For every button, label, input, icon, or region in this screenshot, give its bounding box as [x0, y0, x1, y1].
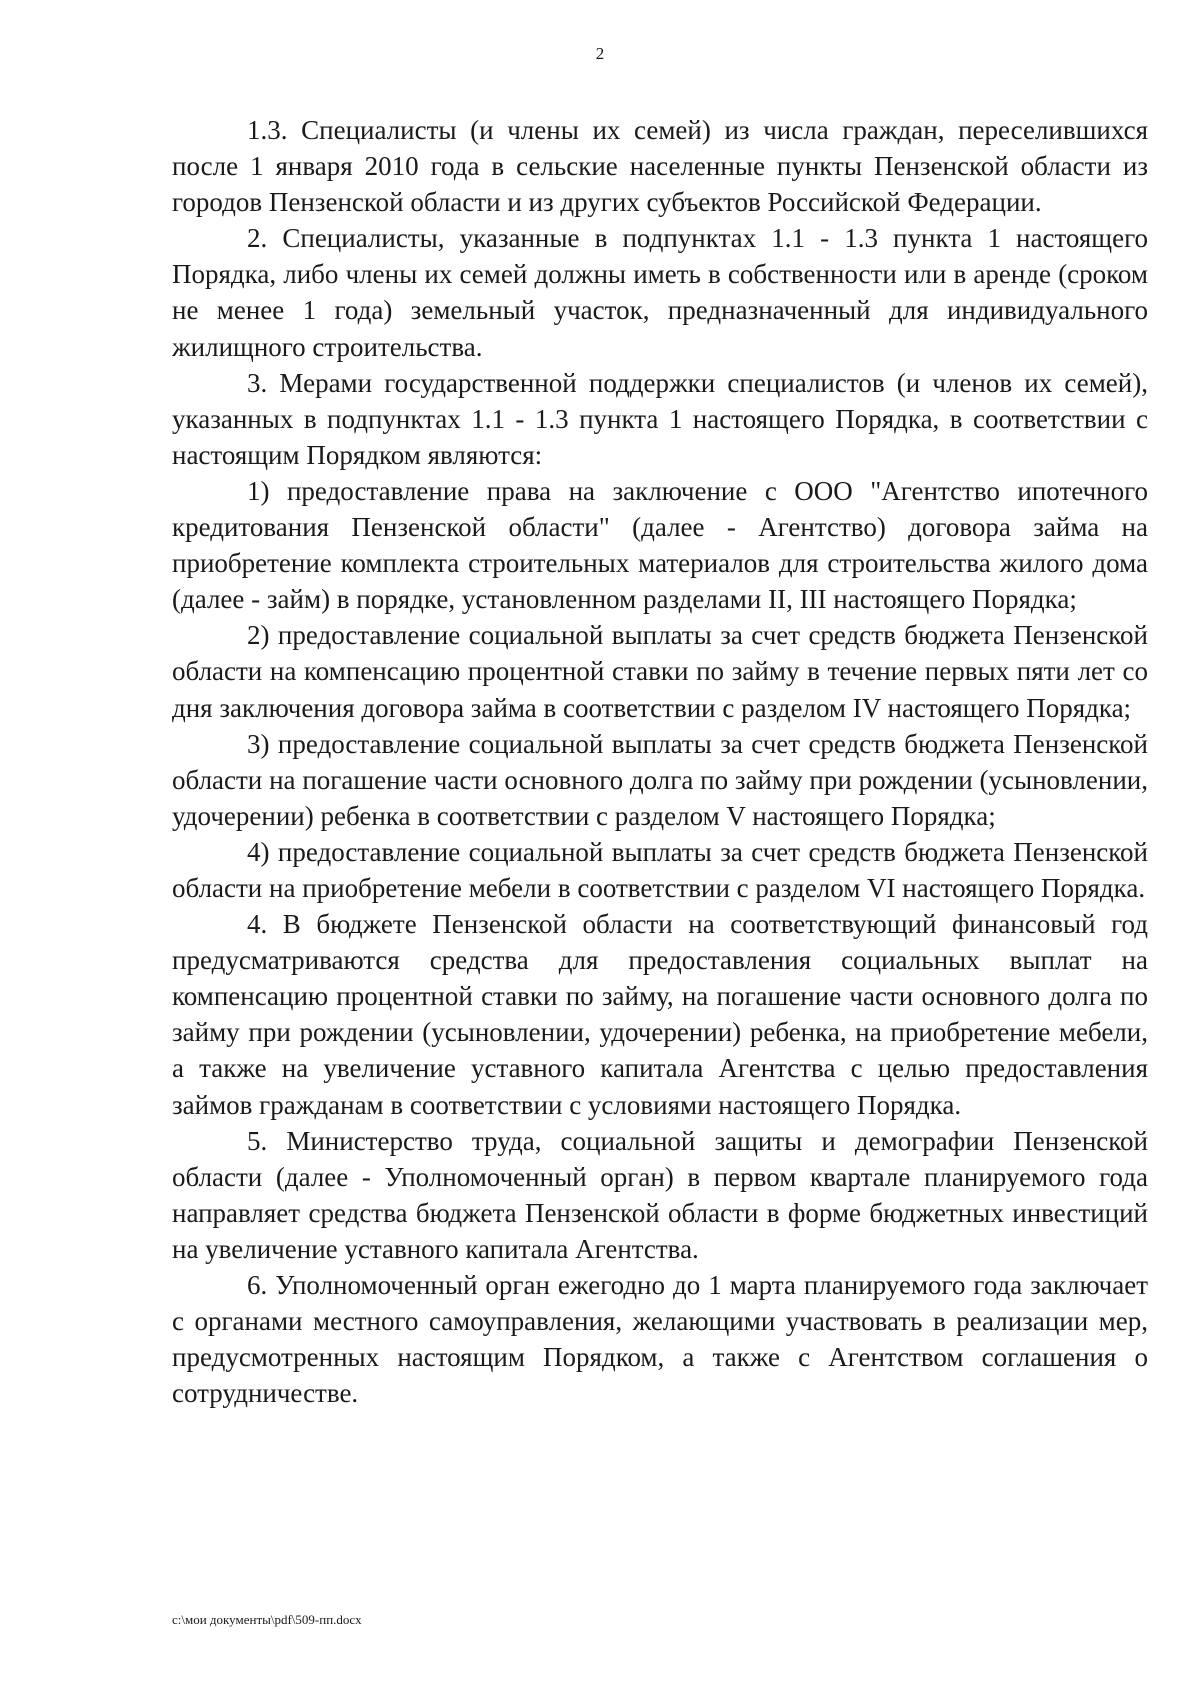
- paragraph-4: 4. В бюджете Пензенской области на соответствующий финансовый год предусматриваются средства для предоставления социальных выплат на компенсацию процентной ставки по займу, на погашение части основного долга по займу при рождении (усыновлении, удочерении) ребенка, на приобретение мебели, а также на увеличение уставного капитала Агентства с целью предоставления займов гражданам в соответствии с условиями настоящего Порядка.: [172, 909, 1148, 1120]
- paragraph-5: 5. Министерство труда, социальной защиты и демографии Пензенской области (далее - Уполномоченный орган) в первом квартале планируемого года направляет средства бюджета Пензенской области в форме бюджетных инвестиций на увеличение уставного капитала Агентства.: [172, 1125, 1148, 1264]
- paragraph-3-item-2: 2) предоставление социальной выплаты за счет средств бюджета Пензенской области на компенсацию процентной ставки по займу в течение первых пяти лет со дня заключения договора займа в соответствии с разделом IV настоящего Порядка;: [172, 620, 1148, 723]
- paragraph-1-3: 1.3. Специалисты (и члены их семей) из числа граждан, переселившихся после 1 января 2010 года в сельские населенные пункты Пензенской области из городов Пензенской области и из других субъектов Российской Федерации.: [172, 115, 1148, 218]
- paragraph-2: 2. Специалисты, указанные в подпунктах 1.1 - 1.3 пункта 1 настоящего Порядка, либо члены их семей должны иметь в собственности или в аренде (сроком не менее 1 года) земельный участок, предназначенный для индивидуального жилищного строительства.: [172, 223, 1148, 362]
- file-path-footer: c:\мои документы\pdf\509-пп.docx: [172, 1612, 362, 1627]
- page-number: 2: [595, 44, 605, 63]
- paragraph-3-item-3: 3) предоставление социальной выплаты за счет средств бюджета Пензенской области на погашение части основного долга по займу при рождении (усыновлении, удочерении) ребенка в соответствии с разделом V настоящего Порядка;: [172, 728, 1148, 831]
- paragraph-3: 3. Мерами государственной поддержки специалистов (и членов их семей), указанных в подпунктах 1.1 - 1.3 пункта 1 настоящего Порядка, в соответствии с настоящим Порядком являются:: [172, 367, 1148, 470]
- document-body: [172, 112, 1148, 1411]
- paragraph-6: 6. Уполномоченный орган ежегодно до 1 марта планируемого года заключает с органами местного самоуправления, желающими участвовать в реализации мер, предусмотренных настоящим Порядком, а также с Агентством соглашения о сотрудничестве.: [172, 1270, 1148, 1409]
- paragraph-3-item-4: 4) предоставление социальной выплаты за счет средств бюджета Пензенской области на приобретение мебели в соответствии с разделом VI настоящего Порядка.: [172, 836, 1148, 903]
- paragraph-3-item-1: 1) предоставление права на заключение с ООО "Агентство ипотечного кредитования Пензенской области" (далее - Агентство) договора займа на приобретение комплекта строительных материалов для строительства жилого дома (далее - займ) в порядке, установленном разделами II, III настоящего Порядка;: [172, 475, 1148, 615]
